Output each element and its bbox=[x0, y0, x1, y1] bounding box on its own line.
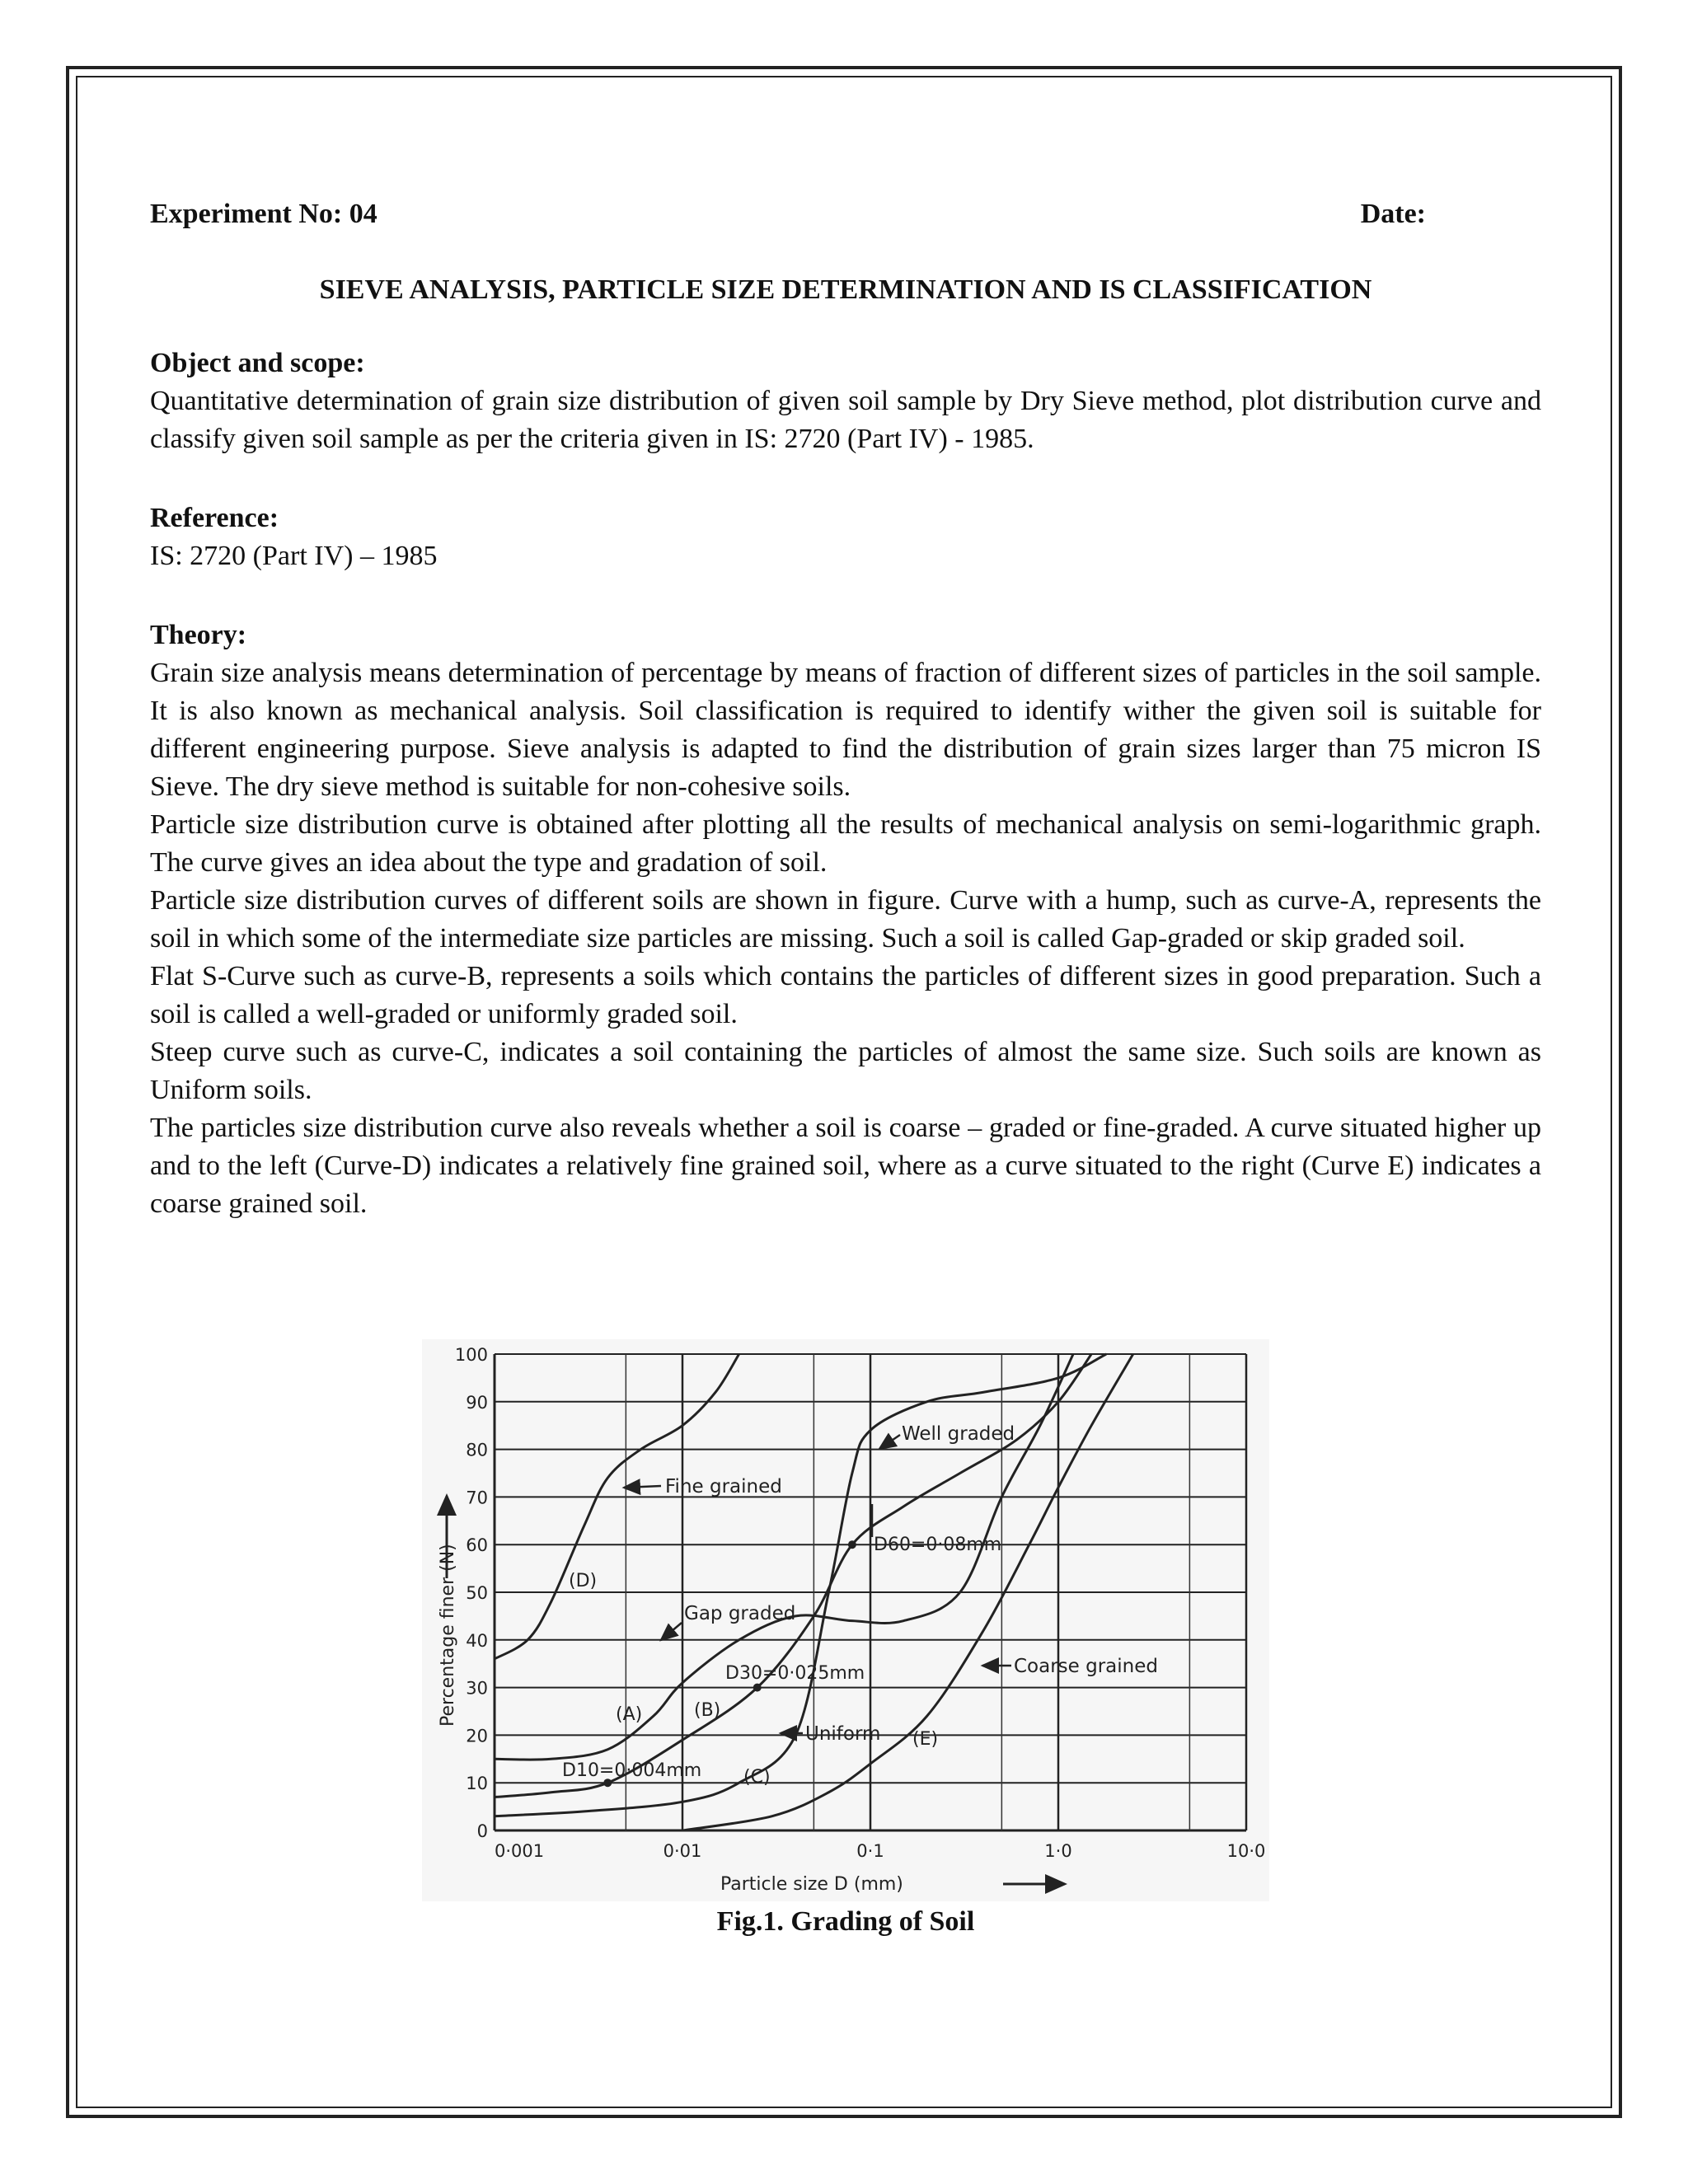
y-tick-label: 40 bbox=[466, 1630, 488, 1651]
d-value-point bbox=[753, 1684, 762, 1692]
theory-paragraph: Particle size distribution curves of different soils are shown in figure. Curve with a hump, such as curve-A, represents the soil in which some of the intermediate size particles are missing. Such a soil is called Gap-graded or skip graded soil. bbox=[150, 885, 1541, 954]
gap-graded-label: Gap graded bbox=[684, 1603, 796, 1624]
theory-heading: Theory: bbox=[150, 620, 247, 650]
theory-paragraph: Particle size distribution curve is obtained after plotting all the results of mechanical analysis on semi-logarithmic graph. The curve gives an idea about the type and gradation of soil. bbox=[150, 809, 1541, 878]
curve-b-label: (B) bbox=[694, 1700, 721, 1721]
experiment-number: Experiment No: 04 bbox=[150, 199, 377, 229]
d30-label: D30=0·025mm bbox=[725, 1663, 865, 1684]
theory-paragraph: Flat S-Curve such as curve-B, represents a soils which contains the particles of different sizes in good preparation. Such a soil is called a well-graded or uniformly graded soil. bbox=[150, 961, 1541, 1029]
y-tick-label: 50 bbox=[466, 1583, 488, 1603]
theory-paragraph: Grain size analysis means determination of percentage by means of fraction of different sizes of particles in the soil sample. It is also known as mechanical analysis. Soil classification is required to identify wither the given soil is suitable for different engineering purpose. Sieve analysis is adapted to find the distribution of grain sizes larger than 75 micron IS Sieve. The dry sieve method is suitable for non-cohesive soils. bbox=[150, 658, 1541, 802]
x-tick-label: 1·0 bbox=[1044, 1841, 1072, 1861]
object-heading: Object and scope: bbox=[150, 348, 365, 378]
y-tick-label: 70 bbox=[466, 1488, 488, 1508]
y-tick-label: 10 bbox=[466, 1774, 488, 1794]
header-row bbox=[150, 198, 1541, 231]
curve-a-label: (A) bbox=[616, 1704, 643, 1725]
y-tick-label: 30 bbox=[466, 1678, 488, 1699]
y-tick-label: 90 bbox=[466, 1392, 488, 1413]
well-graded-pointer bbox=[879, 1435, 900, 1449]
annotations bbox=[562, 1423, 1158, 1788]
fine-grained-pointer bbox=[624, 1486, 661, 1488]
y-tick-label: 80 bbox=[466, 1440, 488, 1460]
coarse-grained-label: Coarse grained bbox=[1014, 1656, 1158, 1677]
theory-paragraph: The particles size distribution curve also reveals whether a soil is coarse – graded or fine-graded. A curve situated higher up and to the left (Curve-D) indicates a relatively fine grained soil, where as a curve situated to the right (Curve E) indicates a coarse grained soil. bbox=[150, 1113, 1541, 1219]
x-tick-label: 10·0 bbox=[1226, 1841, 1266, 1861]
y-tick-label: 0 bbox=[476, 1821, 488, 1841]
curve-c-label: (C) bbox=[743, 1767, 771, 1788]
y-axis-label: Percentage finer (N) bbox=[438, 1544, 458, 1727]
d-value-point bbox=[848, 1540, 856, 1549]
theory-paragraph: Steep curve such as curve-C, indicates a soil containing the particles of almost the same size. Such soils are known as Uniform soils. bbox=[150, 1037, 1541, 1105]
reference-heading: Reference: bbox=[150, 503, 279, 533]
uniform-label: Uniform bbox=[805, 1723, 881, 1745]
fine-grained-label: Fine grained bbox=[665, 1476, 782, 1497]
x-axis-label: Particle size D (mm) bbox=[720, 1874, 903, 1895]
grading-figure bbox=[422, 1339, 1269, 1901]
d60-label: D60=0·08mm bbox=[874, 1535, 1002, 1555]
x-tick-label: 0·1 bbox=[856, 1841, 884, 1861]
y-tick-label: 60 bbox=[466, 1535, 488, 1556]
curve-e-label: (E) bbox=[912, 1729, 939, 1750]
x-tick-label: 0·01 bbox=[663, 1841, 702, 1861]
y-tick-label: 100 bbox=[454, 1345, 488, 1365]
document-body bbox=[150, 198, 1541, 1223]
d10-label: D10=0·004mm bbox=[562, 1760, 702, 1781]
grading-chart bbox=[422, 1339, 1269, 1901]
reference-text: IS: 2720 (Part IV) – 1985 bbox=[150, 541, 438, 571]
object-text: Quantitative determination of grain size distribution of given soil sample by Dry Sieve method, plot distribution curve and classify given soil sample as per the criteria given in IS: 2720 (Part IV) - 1985. bbox=[150, 386, 1541, 454]
figure-caption: Fig.1. Grading of Soil bbox=[716, 1906, 975, 1937]
date-label: Date: bbox=[1360, 199, 1426, 229]
document-title: SIEVE ANALYSIS, PARTICLE SIZE DETERMINATION AND IS CLASSIFICATION bbox=[319, 274, 1372, 305]
x-tick-label: 0·001 bbox=[495, 1841, 545, 1861]
series-line-1 bbox=[495, 1354, 1073, 1760]
well-graded-label: Well graded bbox=[902, 1423, 1015, 1445]
y-tick-label: 20 bbox=[466, 1726, 488, 1746]
curve-d-label: (D) bbox=[569, 1571, 598, 1591]
gap-graded-pointer bbox=[661, 1623, 682, 1640]
